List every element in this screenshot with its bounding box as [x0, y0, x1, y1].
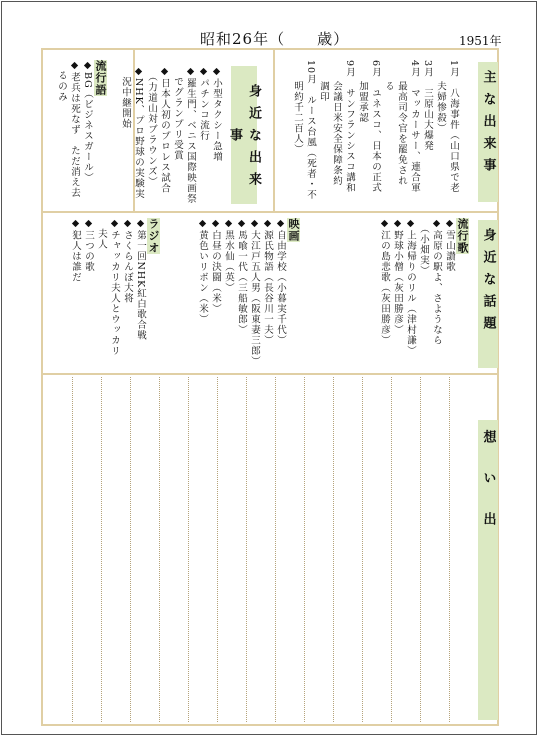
- song-item: ◆野球小僧（灰田勝彦）: [392, 218, 403, 335]
- memory-line: [362, 377, 363, 722]
- film-item: ◆自由学校（小暮実千代）: [275, 218, 286, 346]
- memory-line: [159, 377, 160, 722]
- familiar-item: ◆パチンコ流行: [198, 66, 209, 141]
- radio-item: ◆犯人は誰だ: [70, 218, 81, 283]
- buzzword-item: ◆BG（ビジネスガール）: [82, 60, 93, 184]
- event-item: 調印: [318, 60, 329, 102]
- section-label-main-events: 主な出来事: [478, 62, 498, 202]
- divider-middle: [41, 373, 499, 375]
- film-item: ◆大江戸五人男（阪東妻三郎）: [249, 218, 260, 367]
- year-label: 1951年: [459, 34, 502, 48]
- film-item: ◆白昼の決闘（米）: [210, 218, 221, 314]
- memory-line: [101, 377, 102, 722]
- songs-tag: 流行歌: [456, 218, 469, 254]
- event-item: 4月 マッカーサー、連合軍: [409, 60, 420, 194]
- familiar-item: ◆NHK、プロ野球の実験実: [133, 66, 144, 200]
- buzzwords-tag: 流行語: [94, 60, 107, 96]
- buzzword-item: ◆老兵は死なず ただ消え去: [69, 60, 80, 198]
- event-item: 1月 八海事件（山口県で老: [448, 60, 459, 194]
- films-tag: 映画: [287, 218, 300, 242]
- event-item: 夫婦惨殺）: [435, 60, 446, 134]
- memory-line: [217, 377, 218, 722]
- event-item: 9月 サンフランシスコ講和: [344, 60, 355, 194]
- familiar-item: （力道山対ブラウンズ）: [146, 66, 157, 188]
- familiar-item: でグランプリ受賞: [172, 66, 183, 161]
- film-item: ◆黒水仙（英）: [223, 218, 234, 293]
- familiar-events-list: [119, 66, 223, 211]
- radio-tag: ラジオ: [147, 218, 160, 254]
- section-label-memories: 想い出: [478, 420, 498, 720]
- familiar-item: ◆日本人初のプロレス試合: [159, 66, 170, 194]
- buzzwords-list: [55, 60, 107, 210]
- memory-line: [391, 377, 392, 722]
- main-events-list: [291, 60, 460, 210]
- song-item: ◆雪山讃歌: [444, 218, 455, 272]
- film-item: ◆馬喰一代（三船敏郎）: [236, 218, 247, 335]
- memory-line: [188, 377, 189, 722]
- section-label-familiar-topics: 身近な話題: [478, 220, 498, 368]
- event-item: 最高司令官を罷免され: [396, 60, 407, 186]
- divider-events-familiar: [273, 48, 275, 213]
- memory-line: [449, 377, 450, 722]
- event-item: 加盟承認: [357, 60, 368, 123]
- song-item: ◆高原の駅よ、さようなら: [431, 218, 442, 346]
- song-item: ◆上海帰りのリル（津村謙）: [405, 218, 416, 356]
- memory-line: [72, 377, 73, 722]
- memory-line: [304, 377, 305, 722]
- event-item: 3月 三原山大爆発: [422, 60, 433, 152]
- familiar-item: ◆羅生門、ベニス国際映画祭: [185, 66, 196, 204]
- memory-line: [246, 377, 247, 722]
- buzzword-item: るのみ: [56, 60, 67, 102]
- radio-item: ◆三つの歌: [83, 218, 94, 272]
- song-item: ◆江の島悲歌（灰田勝彦）: [379, 218, 390, 346]
- memory-line: [420, 377, 421, 722]
- radio-item: 夫人: [96, 218, 107, 250]
- event-item: 6月 ユネスコ、日本の正式: [370, 60, 381, 194]
- radio-list: [69, 218, 160, 372]
- film-item: ◆源氏物語（長谷川一夫）: [262, 218, 273, 346]
- familiar-item: 況中継開始: [120, 66, 131, 129]
- divider-top: [41, 211, 499, 213]
- radio-item: ◆さくらんぼ大将: [122, 218, 133, 304]
- event-item: 明約千二百人）: [292, 60, 303, 155]
- page-title: 昭和26年（ 歳）: [200, 30, 350, 48]
- songs-list: [378, 218, 469, 372]
- familiar-item: ◆小型タクシー急増: [211, 66, 222, 162]
- event-item: 10月 ルース台風（死者・不: [305, 60, 316, 201]
- radio-item: ◆第一回NHK紅白歌合戦: [135, 218, 146, 341]
- films-list: [196, 218, 300, 372]
- memory-line: [275, 377, 276, 722]
- memory-line: [130, 377, 131, 722]
- song-item: （小畑実）: [418, 218, 429, 277]
- film-item: ◆黄色いリボン（米）: [197, 218, 208, 325]
- radio-item: ◆チャッカリ夫人とウッカリ: [109, 218, 120, 356]
- section-label-familiar-events: 身近な出来事: [231, 66, 257, 204]
- event-item: る: [383, 60, 394, 92]
- event-item: 会議日米安全保障条約: [331, 60, 342, 186]
- memory-line: [333, 377, 334, 722]
